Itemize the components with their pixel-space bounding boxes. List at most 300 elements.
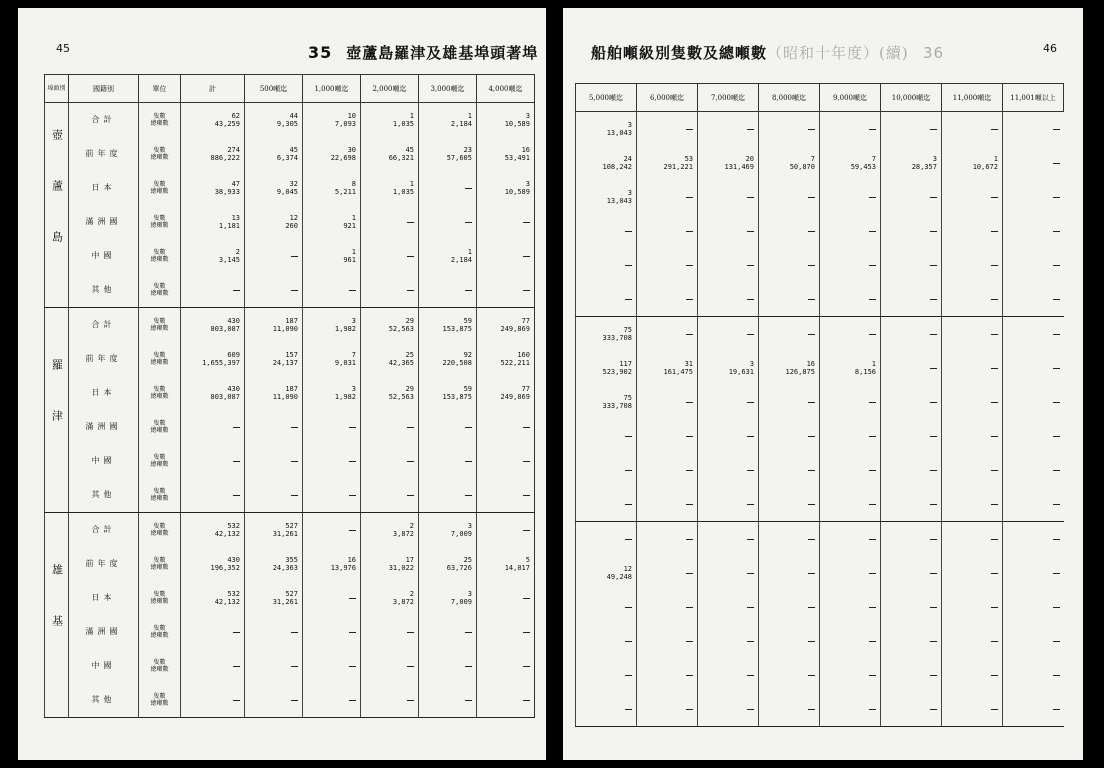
header-port: 埠頭別	[45, 75, 69, 103]
unit-label	[139, 649, 181, 683]
value-cell	[361, 137, 419, 171]
unit-tonnage: 總噸數	[150, 256, 169, 263]
value-cell	[419, 137, 477, 171]
value-cell	[942, 692, 1003, 727]
empty-dash	[625, 607, 632, 608]
tonnage: 220,508	[442, 359, 472, 367]
empty-dash	[991, 470, 998, 471]
empty-dash	[625, 436, 632, 437]
port-name: 壺蘆島	[45, 103, 69, 308]
empty-dash	[291, 461, 298, 462]
empty-dash	[808, 299, 815, 300]
value-cell	[881, 351, 942, 385]
row-label: 前年度	[69, 137, 139, 171]
row-label: 滿洲國	[69, 410, 139, 444]
value-cell	[477, 342, 535, 376]
value-cell	[303, 308, 361, 343]
empty-dash	[747, 402, 754, 403]
header-col: 3,000噸迄	[419, 75, 477, 103]
tonnage: 961	[343, 256, 356, 264]
unit-tonnage: 總噸數	[150, 120, 169, 127]
value-cell	[637, 522, 698, 557]
tonnage: 10,672	[972, 163, 998, 171]
table-row	[576, 658, 1064, 692]
header-col: 6,000噸迄	[637, 84, 698, 112]
ship-count: 16	[521, 146, 530, 154]
row-label: 中國	[69, 444, 139, 478]
ship-count: 117	[619, 360, 632, 368]
value-cell	[303, 137, 361, 171]
value-cell	[576, 658, 637, 692]
empty-dash	[1053, 197, 1060, 198]
ship-count: 1	[409, 180, 414, 188]
empty-dash	[747, 641, 754, 642]
value-cell	[637, 248, 698, 282]
tonnage: 7,093	[334, 120, 356, 128]
unit-ships: 隻數	[153, 420, 166, 427]
tonnage: 31,261	[272, 598, 298, 606]
tonnage: 291,221	[663, 163, 693, 171]
value-cell	[820, 453, 881, 487]
unit-ships: 隻數	[153, 625, 166, 632]
value-cell	[477, 410, 535, 444]
tonnage: 31,261	[272, 530, 298, 538]
left-page-number: 45	[56, 42, 70, 55]
value-cell	[942, 180, 1003, 214]
empty-dash	[625, 265, 632, 266]
empty-dash	[869, 299, 876, 300]
value-cell	[303, 205, 361, 239]
empty-dash	[686, 709, 693, 710]
empty-dash	[1053, 368, 1060, 369]
unit-ships: 隻數	[153, 693, 166, 700]
empty-dash	[291, 290, 298, 291]
empty-dash	[523, 598, 530, 599]
value-cell	[477, 171, 535, 205]
value-cell	[361, 342, 419, 376]
unit-tonnage: 總噸數	[150, 359, 169, 366]
value-cell	[245, 171, 303, 205]
header-col: 11,000噸迄	[942, 84, 1003, 112]
value-cell	[576, 317, 637, 352]
value-cell	[303, 649, 361, 683]
empty-dash	[930, 197, 937, 198]
value-cell	[942, 590, 1003, 624]
value-cell	[637, 692, 698, 727]
value-cell	[881, 692, 942, 727]
tonnage: 13,043	[606, 197, 632, 205]
empty-dash	[625, 504, 632, 505]
tonnage: 2,184	[450, 120, 472, 128]
empty-dash	[747, 436, 754, 437]
value-cell	[419, 478, 477, 513]
value-cell	[942, 351, 1003, 385]
value-cell	[942, 146, 1003, 180]
empty-dash	[1053, 675, 1060, 676]
table-row	[45, 410, 535, 444]
value-cell	[361, 547, 419, 581]
tonnage: 2,184	[450, 256, 472, 264]
ship-count: 187	[285, 317, 298, 325]
table-row	[45, 513, 535, 548]
value-cell	[820, 522, 881, 557]
ship-count: 12	[623, 565, 632, 573]
ship-count: 12	[289, 214, 298, 222]
value-cell	[637, 590, 698, 624]
empty-dash	[869, 641, 876, 642]
empty-dash	[930, 436, 937, 437]
value-cell	[942, 317, 1003, 352]
empty-dash	[747, 231, 754, 232]
ship-count: 30	[347, 146, 356, 154]
ship-count: 1	[993, 155, 998, 163]
right-page	[563, 8, 1083, 760]
table-row	[45, 239, 535, 273]
value-cell	[303, 342, 361, 376]
unit-label	[139, 171, 181, 205]
header-col: 7,000噸迄	[698, 84, 759, 112]
empty-dash	[349, 427, 356, 428]
value-cell	[419, 615, 477, 649]
value-cell	[303, 513, 361, 548]
value-cell	[303, 615, 361, 649]
row-label: 日本	[69, 376, 139, 410]
table-row	[45, 581, 535, 615]
header-unit: 單位	[139, 75, 181, 103]
value-cell	[181, 171, 245, 205]
table-number: 35	[308, 43, 333, 62]
empty-dash	[930, 504, 937, 505]
value-cell	[181, 444, 245, 478]
table-row	[45, 547, 535, 581]
unit-label	[139, 342, 181, 376]
empty-dash	[808, 539, 815, 540]
value-cell	[303, 547, 361, 581]
row-label: 日本	[69, 171, 139, 205]
value-cell	[419, 410, 477, 444]
unit-ships: 隻數	[153, 215, 166, 222]
empty-dash	[991, 607, 998, 608]
tonnage: 7,009	[450, 530, 472, 538]
tonnage: 3,872	[392, 530, 414, 538]
ship-count: 31	[684, 360, 693, 368]
empty-dash	[808, 504, 815, 505]
tonnage: 3,872	[392, 598, 414, 606]
value-cell	[181, 205, 245, 239]
value-cell	[419, 513, 477, 548]
ship-count: 45	[405, 146, 414, 154]
value-cell	[637, 351, 698, 385]
value-cell	[637, 112, 698, 147]
value-cell	[245, 444, 303, 478]
empty-dash	[233, 461, 240, 462]
table-row	[576, 112, 1064, 147]
empty-dash	[625, 299, 632, 300]
value-cell	[477, 273, 535, 308]
ship-count: 609	[227, 351, 240, 359]
tonnage: 196,352	[210, 564, 240, 572]
value-cell	[881, 282, 942, 317]
value-cell	[637, 624, 698, 658]
empty-dash	[991, 709, 998, 710]
value-cell	[361, 308, 419, 343]
unit-label	[139, 547, 181, 581]
empty-dash	[233, 666, 240, 667]
empty-dash	[991, 641, 998, 642]
value-cell	[698, 146, 759, 180]
empty-dash	[991, 299, 998, 300]
empty-dash	[869, 436, 876, 437]
empty-dash	[747, 129, 754, 130]
empty-dash	[930, 299, 937, 300]
unit-label	[139, 615, 181, 649]
value-cell	[361, 649, 419, 683]
tonnage: 131,469	[724, 163, 754, 171]
left-data-table	[44, 74, 535, 718]
empty-dash	[686, 539, 693, 540]
empty-dash	[233, 290, 240, 291]
header-col: 4,000噸迄	[477, 75, 535, 103]
empty-dash	[930, 709, 937, 710]
empty-dash	[465, 495, 472, 496]
empty-dash	[686, 675, 693, 676]
value-cell	[1003, 214, 1064, 248]
value-cell	[419, 239, 477, 273]
value-cell	[942, 522, 1003, 557]
value-cell	[361, 513, 419, 548]
tonnage: 52,563	[388, 325, 414, 333]
tonnage: 14,017	[504, 564, 530, 572]
value-cell	[576, 624, 637, 658]
value-cell	[881, 624, 942, 658]
row-label: 日本	[69, 581, 139, 615]
value-cell	[303, 444, 361, 478]
empty-dash	[465, 222, 472, 223]
empty-dash	[747, 334, 754, 335]
value-cell	[477, 103, 535, 138]
unit-tonnage: 總噸數	[150, 188, 169, 195]
empty-dash	[808, 265, 815, 266]
unit-label	[139, 137, 181, 171]
unit-label	[139, 103, 181, 138]
unit-label	[139, 581, 181, 615]
table-row	[45, 103, 535, 138]
empty-dash	[991, 197, 998, 198]
unit-tonnage: 總噸數	[150, 461, 169, 468]
unit-label	[139, 410, 181, 444]
value-cell	[181, 615, 245, 649]
table-row	[45, 137, 535, 171]
value-cell	[942, 658, 1003, 692]
table-row	[576, 317, 1064, 352]
value-cell	[820, 419, 881, 453]
empty-dash	[991, 573, 998, 574]
value-cell	[1003, 112, 1064, 147]
header-col: 5,000噸迄	[576, 84, 637, 112]
ship-count: 32	[289, 180, 298, 188]
value-cell	[477, 615, 535, 649]
value-cell	[942, 385, 1003, 419]
ship-count: 75	[623, 394, 632, 402]
empty-dash	[930, 641, 937, 642]
value-cell	[245, 376, 303, 410]
value-cell	[698, 351, 759, 385]
table-row	[576, 248, 1064, 282]
table-row	[576, 590, 1064, 624]
value-cell	[477, 581, 535, 615]
header-col: 500噸迄	[245, 75, 303, 103]
row-label: 合計	[69, 103, 139, 138]
ship-count: 157	[285, 351, 298, 359]
ship-count: 3	[467, 590, 472, 598]
unit-tonnage: 總噸數	[150, 700, 169, 707]
value-cell	[1003, 419, 1064, 453]
table-row	[576, 624, 1064, 658]
tonnage: 3,145	[218, 256, 240, 264]
header-col: 計	[181, 75, 245, 103]
table-row	[576, 282, 1064, 317]
tonnage: 63,726	[446, 564, 472, 572]
value-cell	[303, 239, 361, 273]
ship-count: 13	[231, 214, 240, 222]
table-row	[576, 351, 1064, 385]
empty-dash	[407, 256, 414, 257]
empty-dash	[930, 368, 937, 369]
value-cell	[637, 180, 698, 214]
empty-dash	[808, 470, 815, 471]
ship-count: 3	[467, 522, 472, 530]
value-cell	[820, 180, 881, 214]
empty-dash	[808, 675, 815, 676]
table-row	[576, 692, 1064, 727]
value-cell	[576, 282, 637, 317]
table-row	[45, 171, 535, 205]
right-title	[591, 42, 944, 63]
empty-dash	[869, 709, 876, 710]
value-cell	[477, 205, 535, 239]
value-cell	[698, 282, 759, 317]
value-cell	[881, 487, 942, 522]
empty-dash	[349, 598, 356, 599]
value-cell	[759, 590, 820, 624]
ship-count: 2	[409, 522, 414, 530]
ship-count: 59	[463, 385, 472, 393]
table-row	[576, 146, 1064, 180]
empty-dash	[991, 368, 998, 369]
ship-count: 7	[351, 351, 356, 359]
tonnage: 10,589	[504, 120, 530, 128]
tonnage: 1,982	[334, 325, 356, 333]
empty-dash	[869, 265, 876, 266]
unit-tonnage: 總噸數	[150, 290, 169, 297]
unit-tonnage: 總噸數	[150, 666, 169, 673]
value-cell	[942, 624, 1003, 658]
value-cell	[419, 444, 477, 478]
tonnage: 161,475	[663, 368, 693, 376]
ship-count: 430	[227, 556, 240, 564]
value-cell	[576, 248, 637, 282]
value-cell	[637, 419, 698, 453]
unit-label	[139, 478, 181, 513]
table-row	[576, 453, 1064, 487]
value-cell	[1003, 146, 1064, 180]
value-cell	[820, 351, 881, 385]
empty-dash	[291, 495, 298, 496]
ship-count: 3	[351, 385, 356, 393]
ship-count: 3	[749, 360, 754, 368]
value-cell	[1003, 624, 1064, 658]
row-label: 前年度	[69, 342, 139, 376]
value-cell	[576, 214, 637, 248]
empty-dash	[808, 334, 815, 335]
value-cell	[759, 317, 820, 352]
value-cell	[820, 487, 881, 522]
empty-dash	[291, 666, 298, 667]
tonnage: 22,698	[330, 154, 356, 162]
value-cell	[477, 444, 535, 478]
empty-dash	[1053, 299, 1060, 300]
value-cell	[881, 180, 942, 214]
row-label: 其他	[69, 683, 139, 718]
value-cell	[637, 556, 698, 590]
empty-dash	[869, 539, 876, 540]
unit-ships: 隻數	[153, 591, 166, 598]
value-cell	[181, 478, 245, 513]
value-cell	[303, 478, 361, 513]
ship-count: 532	[227, 590, 240, 598]
value-cell	[361, 478, 419, 513]
table-row	[45, 615, 535, 649]
ship-count: 3	[525, 180, 530, 188]
empty-dash	[465, 700, 472, 701]
value-cell	[1003, 658, 1064, 692]
value-cell	[942, 112, 1003, 147]
port-name: 羅津	[45, 308, 69, 513]
unit-label	[139, 513, 181, 548]
row-label: 合計	[69, 513, 139, 548]
value-cell	[1003, 385, 1064, 419]
value-cell	[698, 522, 759, 557]
empty-dash	[808, 709, 815, 710]
value-cell	[759, 692, 820, 727]
tonnage: 333,708	[602, 334, 632, 342]
value-cell	[419, 683, 477, 718]
tonnage: 42,132	[214, 598, 240, 606]
value-cell	[820, 658, 881, 692]
value-cell	[698, 112, 759, 147]
value-cell	[303, 103, 361, 138]
empty-dash	[991, 539, 998, 540]
value-cell	[181, 410, 245, 444]
empty-dash	[465, 290, 472, 291]
value-cell	[181, 547, 245, 581]
tonnage: 1,035	[392, 120, 414, 128]
empty-dash	[747, 607, 754, 608]
ship-count: 17	[405, 556, 414, 564]
value-cell	[637, 282, 698, 317]
value-cell	[881, 419, 942, 453]
ship-count: 44	[289, 112, 298, 120]
empty-dash	[523, 222, 530, 223]
value-cell	[419, 376, 477, 410]
value-cell	[820, 385, 881, 419]
empty-dash	[349, 666, 356, 667]
ship-count: 532	[227, 522, 240, 530]
value-cell	[419, 171, 477, 205]
value-cell	[942, 214, 1003, 248]
empty-dash	[747, 197, 754, 198]
empty-dash	[869, 504, 876, 505]
